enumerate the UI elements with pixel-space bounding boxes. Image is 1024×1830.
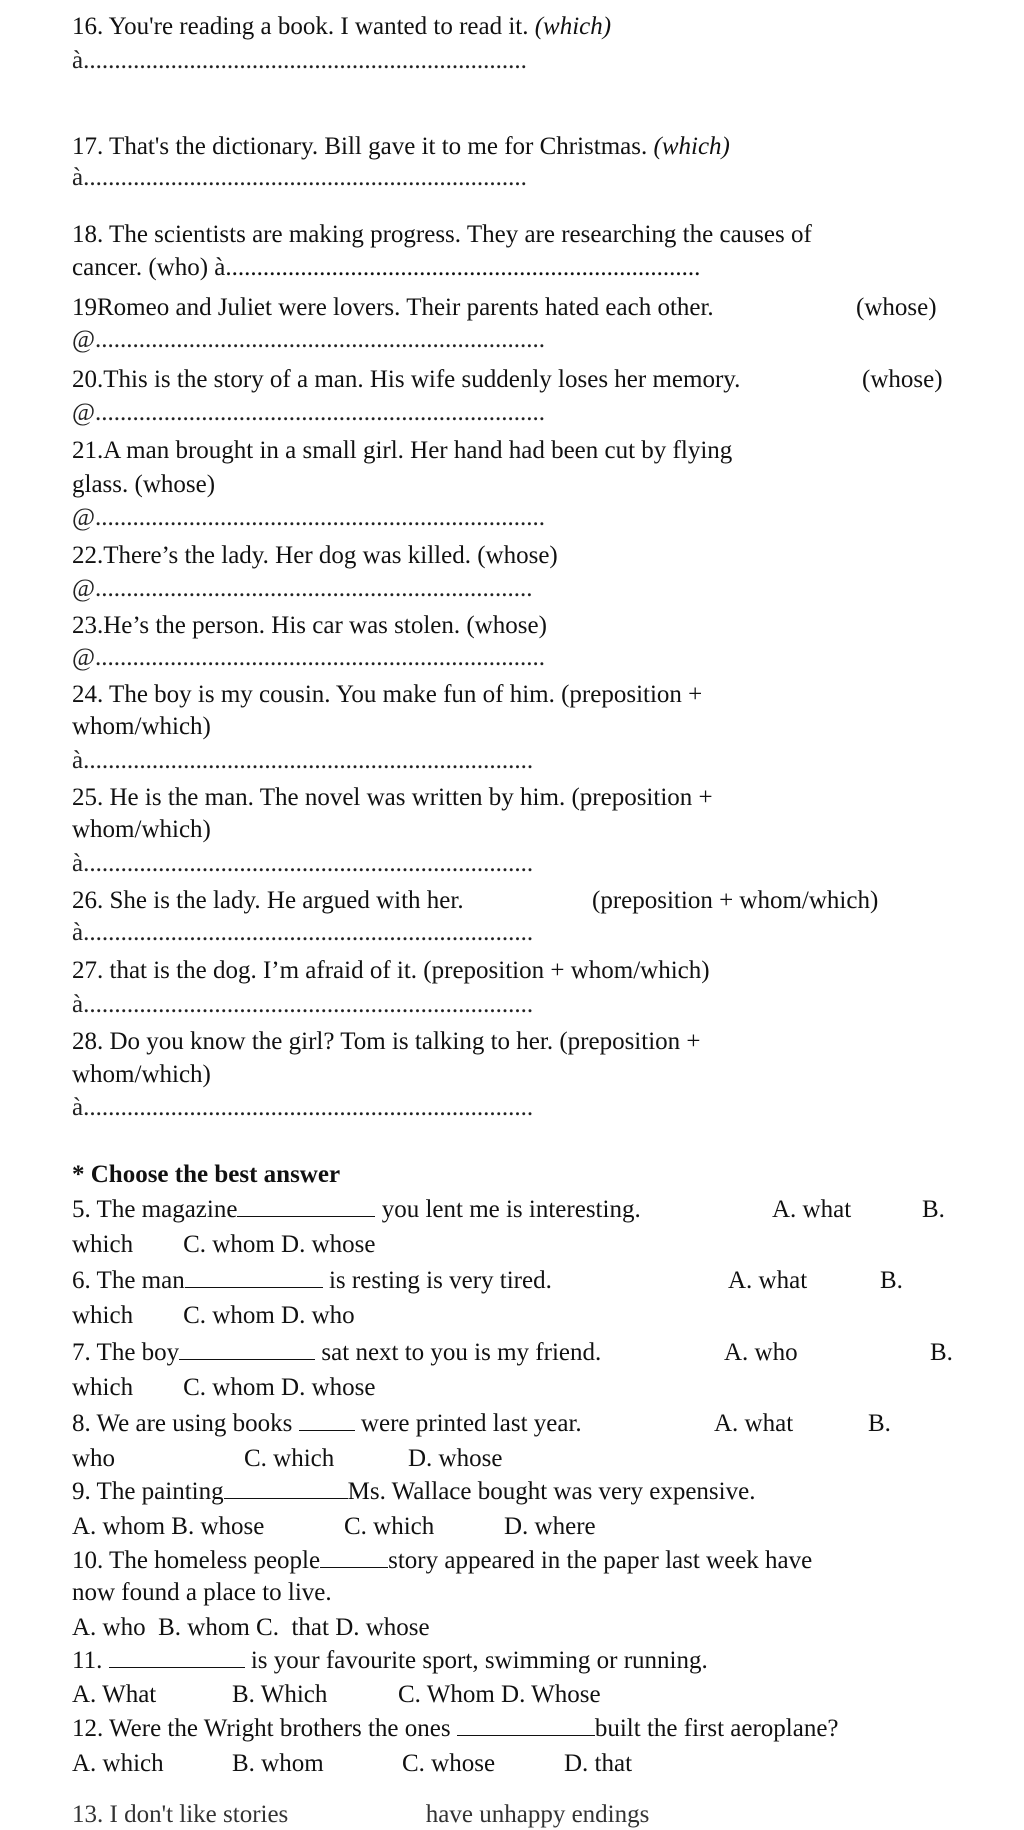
answer-line-27[interactable]: à........................................................................ — [72, 991, 534, 1018]
mcq-11-option-b[interactable]: B. Which — [232, 1681, 328, 1708]
question-16 — [72, 12, 611, 42]
mcq-7 — [72, 1338, 601, 1368]
mcq-7-option-a[interactable]: A. who — [724, 1339, 798, 1366]
question-18-line-2[interactable]: cancer. (who) à............................................................................ — [72, 254, 701, 281]
mcq-9-option-c[interactable]: C. which — [344, 1513, 435, 1540]
mcq-10-blank[interactable] — [320, 1547, 388, 1568]
answer-line-19[interactable]: @........................................................................ — [72, 326, 546, 353]
mcq-8-option-c[interactable]: C. which — [244, 1445, 335, 1472]
mcq-9-options-ab[interactable]: A. whom B. whose — [72, 1513, 265, 1540]
question-16-text: 16. You're reading a book. I wanted to read it. — [72, 13, 529, 40]
question-26: 26. She is the lady. He argued with her. — [72, 887, 464, 914]
mcq-6 — [72, 1266, 552, 1296]
mcq-11-stem-after: is your favourite sport, swimming or running. — [250, 1647, 708, 1674]
mcq-8-option-b[interactable]: B. — [868, 1410, 891, 1437]
mcq-5-option-a[interactable]: A. what — [772, 1196, 852, 1223]
mcq-8-stem-before: 8. We are using books — [72, 1410, 293, 1437]
answer-line-21[interactable]: @........................................................................ — [72, 504, 546, 531]
mcq-13-partial: 13. I don't like stories have unhappy endings — [72, 1801, 650, 1828]
question-16-hint: (which) — [534, 13, 612, 40]
mcq-10-stem-before: 10. The homeless people — [72, 1547, 321, 1574]
answer-line-22[interactable]: @...................................................................... — [72, 575, 533, 602]
mcq-12-option-c[interactable]: C. whose — [402, 1750, 496, 1777]
mcq-12-blank[interactable] — [457, 1715, 595, 1736]
mcq-12-option-b[interactable]: B. whom — [232, 1750, 324, 1777]
question-17-hint: (which) — [653, 133, 730, 160]
mcq-7-blank[interactable] — [179, 1339, 315, 1360]
question-19 — [72, 293, 714, 323]
question-28-line-2: whom/which) — [72, 1061, 211, 1088]
mcq-11-blank[interactable] — [109, 1647, 245, 1668]
question-17 — [72, 132, 730, 162]
mcq-9 — [72, 1477, 755, 1507]
mcq-9-option-d[interactable]: D. where — [504, 1513, 596, 1540]
question-18-line-1: 18. The scientists are making progress. They are researching the causes of — [72, 221, 812, 248]
answer-line-26[interactable]: à........................................................................ — [72, 919, 534, 946]
answer-line-28[interactable]: à........................................................................ — [72, 1094, 534, 1121]
mcq-10 — [72, 1546, 812, 1576]
question-20-text: 20.This is the story of a man. His wife suddenly loses her memory. — [72, 366, 741, 393]
answer-line-16[interactable]: à....................................................................... — [72, 47, 527, 74]
answer-line-25[interactable]: à........................................................................ — [72, 850, 534, 877]
mcq-11-option-a[interactable]: A. What — [72, 1681, 157, 1708]
mcq-8-option-b-text[interactable]: who — [72, 1445, 116, 1472]
mcq-5-options-line[interactable]: which C. whom D. whose — [72, 1231, 376, 1258]
mcq-8-option-d[interactable]: D. whose — [408, 1445, 503, 1472]
mcq-6-blank[interactable] — [185, 1267, 323, 1288]
mcq-7-options-line[interactable]: which C. whom D. whose — [72, 1374, 376, 1401]
question-27: 27. that is the dog. I’m afraid of it. (preposition + whom/which) — [72, 957, 710, 984]
section-heading: * Choose the best answer — [72, 1161, 341, 1188]
mcq-12-stem-before: 12. Were the Wright brothers the ones — [72, 1715, 451, 1742]
mcq-5-stem-after: you lent me is interesting. — [381, 1196, 641, 1223]
mcq-8 — [72, 1409, 582, 1439]
question-21-line-1: 21.A man brought in a small girl. Her hand had been cut by flying — [72, 437, 733, 464]
mcq-11 — [72, 1646, 708, 1676]
mcq-7-option-b[interactable]: B. — [930, 1339, 953, 1366]
mcq-12 — [72, 1714, 839, 1744]
mcq-8-stem-after: were printed last year. — [360, 1410, 582, 1437]
mcq-6-option-b[interactable]: B. — [880, 1267, 903, 1294]
question-20-hint: (whose) — [862, 366, 943, 393]
mcq-10-stem-after: story appeared in the paper last week have — [388, 1547, 813, 1574]
answer-line-23[interactable]: @........................................................................ — [72, 644, 546, 671]
mcq-9-stem-after: Ms. Wallace bought was very expensive. — [347, 1478, 756, 1505]
mcq-6-option-a[interactable]: A. what — [728, 1267, 808, 1294]
mcq-11-options-cd[interactable]: C. Whom D. Whose — [398, 1681, 601, 1708]
question-28-line-1: 28. Do you know the girl? Tom is talking to her. (preposition + — [72, 1028, 701, 1055]
question-24-line-2: whom/which) — [72, 713, 211, 740]
answer-line-24[interactable]: à........................................................................ — [72, 747, 534, 774]
question-19-text: 19Romeo and Juliet were lovers. Their parents hated each other. — [72, 294, 714, 321]
mcq-5 — [72, 1195, 641, 1225]
mcq-12-stem-after: built the first aeroplane? — [594, 1715, 839, 1742]
answer-line-20[interactable]: @........................................................................ — [72, 399, 546, 426]
question-26-hint: (preposition + whom/which) — [592, 887, 879, 914]
answer-line-17[interactable]: à....................................................................... — [72, 164, 527, 191]
mcq-10-options-line[interactable]: A. who B. whom C. that D. whose — [72, 1614, 430, 1641]
mcq-6-stem-before: 6. The man — [72, 1267, 185, 1294]
question-23: 23.He’s the person. His car was stolen. (whose) — [72, 612, 547, 639]
mcq-12-option-d[interactable]: D. that — [564, 1750, 633, 1777]
mcq-12-option-a[interactable]: A. which — [72, 1750, 164, 1777]
mcq-6-options-line[interactable]: which C. whom D. who — [72, 1302, 355, 1329]
mcq-11-stem-before: 11. — [72, 1647, 103, 1674]
question-19-hint: (whose) — [856, 294, 937, 321]
question-25-line-1: 25. He is the man. The novel was written by him. (preposition + — [72, 784, 713, 811]
question-24-line-1: 24. The boy is my cousin. You make fun of him. (preposition + — [72, 681, 703, 708]
question-17-text: 17. That's the dictionary. Bill gave it to me for Christmas. — [72, 133, 648, 160]
mcq-5-stem-before: 5. The magazine — [72, 1196, 238, 1223]
mcq-7-stem-before: 7. The boy — [72, 1339, 180, 1366]
question-20 — [72, 365, 740, 395]
mcq-5-blank[interactable] — [237, 1196, 375, 1217]
mcq-9-blank[interactable] — [224, 1478, 348, 1499]
mcq-5-option-b[interactable]: B. — [922, 1196, 945, 1223]
mcq-9-stem-before: 9. The painting — [72, 1478, 224, 1505]
question-25-line-2: whom/which) — [72, 816, 211, 843]
mcq-8-option-a[interactable]: A. what — [714, 1410, 794, 1437]
mcq-8-blank[interactable] — [299, 1410, 355, 1431]
question-22: 22.There’s the lady. Her dog was killed. (whose) — [72, 542, 558, 569]
question-21-line-2: glass. (whose) — [72, 471, 216, 498]
mcq-7-stem-after: sat next to you is my friend. — [321, 1339, 602, 1366]
mcq-10-line-2: now found a place to live. — [72, 1579, 332, 1606]
mcq-6-stem-after: is resting is very tired. — [328, 1267, 552, 1294]
